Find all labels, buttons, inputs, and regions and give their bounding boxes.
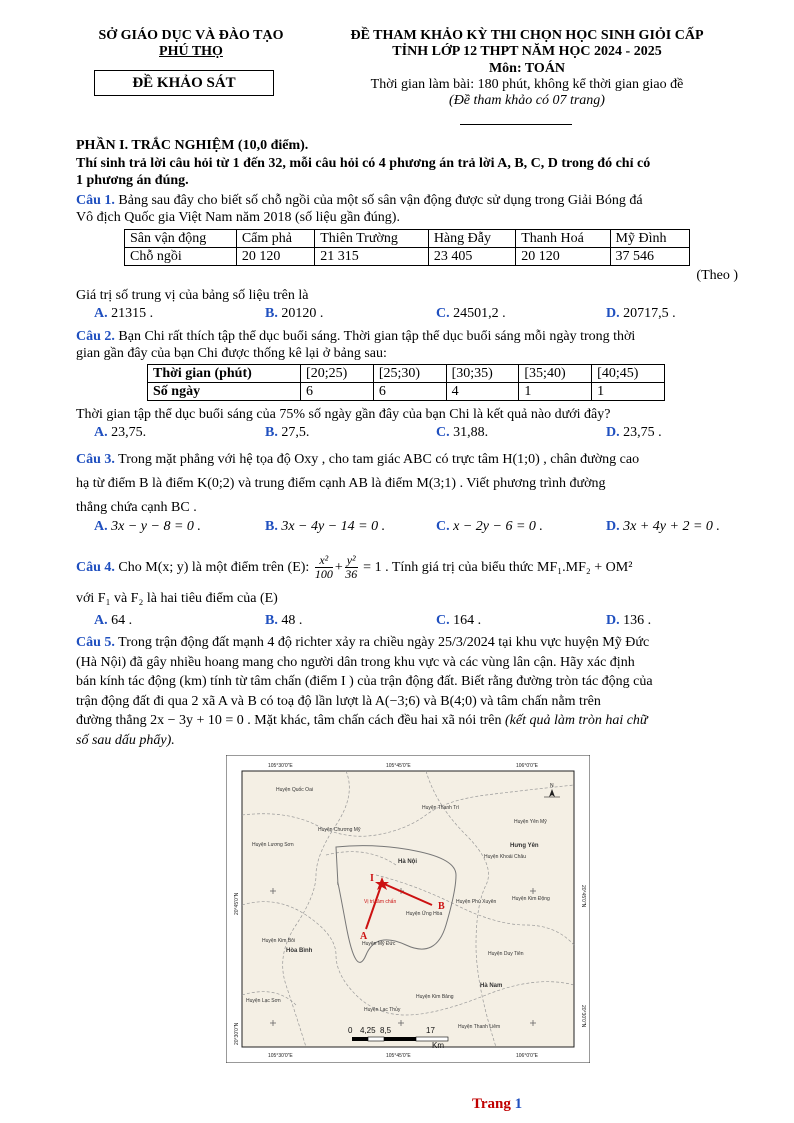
q4-text2: với F₁ và F₂ là hai tiêu điểm của (E) [76, 591, 278, 606]
map-label: Huyện Duy Tiên [488, 951, 524, 957]
point-i-label: I [370, 873, 374, 884]
map-label: Huyện Kim Bôi [262, 938, 296, 944]
option-d[interactable]: D. 20717,5 . [606, 306, 676, 321]
map-label: Huyện Chương Mỹ [318, 827, 361, 833]
q1-table [124, 229, 690, 266]
option-a[interactable]: A. 64 . [94, 613, 133, 628]
map-label: Huyện Yên Mỹ [514, 819, 547, 825]
svg-text:17: 17 [426, 1026, 435, 1035]
map-label: Huyện Mỹ Đức [362, 941, 396, 947]
q1-source: (Theo ) [696, 268, 738, 283]
coord-top-1: 105°30'0"E [268, 763, 293, 769]
q3-label: Câu 3. [76, 452, 115, 467]
table-row: Số ngày 6 6 4 1 1 [148, 383, 665, 401]
point-b-label: B [438, 901, 445, 912]
q4-label: Câu 4. [76, 560, 115, 575]
coord-left-2: 20°30'0"N [234, 1022, 240, 1045]
svg-text:Km: Km [432, 1041, 444, 1050]
map-label: Huyện Kim Bảng [416, 994, 454, 1000]
map-label: Huyện Khoái Châu [484, 854, 526, 860]
table-row: Thời gian (phút) [20;25) [25;30) [30;35) [35;40) [40;45) [148, 365, 665, 383]
map-label: Hòa Bình [286, 948, 313, 954]
option-b[interactable]: B. 27,5. [265, 425, 310, 440]
map-label: Huyện Lương Sơn [252, 842, 294, 848]
coord-top-2: 105°45'0"E [386, 763, 411, 769]
fraction-x: $\frac{\text{x²}}{100}$ [314, 553, 333, 582]
coord-bottom-2: 105°45'0"E [386, 1053, 411, 1059]
map-label: Huyện Lạc Thủy [364, 1007, 401, 1013]
point-a-label: A [360, 931, 368, 942]
option-b[interactable]: B. 3x − 4y − 14 = 0 . [265, 519, 386, 534]
map-label: Huyện Kim Động [512, 896, 550, 902]
option-c[interactable]: C. 24501,2 . [436, 306, 506, 321]
exam-header: ĐỀ THAM KHẢO KỲ THI CHỌN HỌC SINH GIỎI CẤP TỈNH LỚP 12 THPT NĂM HỌC 2024 - 2025 Môn: TOÁN Thời gian làm bài: 180 phút, không kể thời gian giao đề (Đề tham khảo có 07 trang) [350, 28, 704, 108]
map-label: Hà Nội [398, 859, 418, 865]
map-label: Huyện Quốc Oai [276, 787, 313, 793]
option-b[interactable]: B. 20120 . [265, 306, 324, 321]
map-label: Hà Nam [480, 983, 503, 989]
svg-text:0: 0 [348, 1026, 353, 1035]
q2-question: Thời gian tập thể dục buổi sáng của 75% số ngày gần đây của bạn Chi là kết quả nào dưới đây? [76, 407, 611, 422]
q4-text: Câu 4. Cho M(x; y) là một điểm trên (E): $\frac{\text{x²}}{100}$ + $\frac{\text{y²}}{36}$ = 1 . Tính giá trị của biểu thức MF₁.MF₂ + OM² [76, 553, 633, 582]
svg-text:8,5: 8,5 [380, 1026, 392, 1035]
q1-text: Câu 1. Bảng sau đây cho biết số chỗ ngồi của một số sân vận động được sử dụng trong Giải Bóng đá Vô địch Quốc gia Việt Nam năm 2018 (số liệu gần đúng). [76, 193, 643, 225]
fraction-y: $\frac{\text{y²}}{36}$ [345, 553, 358, 582]
option-c[interactable]: C. 164 . [436, 613, 482, 628]
department-name: SỞ GIÁO DỤC VÀ ĐÀO TẠO PHÚ THỌ [98, 28, 284, 59]
option-c[interactable]: C. 31,88. [436, 425, 489, 440]
coord-bottom-3: 106°0'0"E [516, 1053, 538, 1059]
option-b[interactable]: B. 48 . [265, 613, 303, 628]
coord-right-1: 20°45'0"N [580, 885, 586, 908]
header-rule [460, 124, 572, 125]
map-label: Huyện Ứng Hòa [406, 911, 443, 917]
option-a[interactable]: A. 21315 . [94, 306, 154, 321]
table-row: Sân vận động Cẩm phả Thiên Trường Hàng Đẫy Thanh Hoá Mỹ Đình [125, 230, 690, 248]
map-label: Vị trí tâm chấn [364, 899, 397, 905]
map-label: Huyện Thanh Trì [422, 805, 460, 811]
option-d[interactable]: D. 136 . [606, 613, 652, 628]
coord-bottom-1: 105°30'0"E [268, 1053, 293, 1059]
q1-label: Câu 1. [76, 193, 115, 208]
page-number: Trang 1 [472, 1096, 523, 1112]
option-d[interactable]: D. 3x + 4y + 2 = 0 . [606, 519, 720, 534]
coord-right-2: 20°30'0"N [580, 1005, 586, 1028]
q1-question: Giá trị số trung vị của bảng số liệu trên là [76, 288, 309, 303]
map-label: Huyện Lạc Sơn [246, 998, 281, 1004]
svg-text:N: N [550, 783, 554, 789]
option-d[interactable]: D. 23,75 . [606, 425, 662, 440]
svg-text:4,25: 4,25 [360, 1026, 376, 1035]
part1-title: PHẦN I. TRẮC NGHIỆM (10,0 điểm). [76, 138, 309, 153]
map-label: Huyện Thanh Liêm [458, 1024, 501, 1030]
option-c[interactable]: C. x − 2y − 6 = 0 . [436, 519, 543, 534]
survey-box: ĐỀ KHẢO SÁT [94, 70, 274, 96]
option-a[interactable]: A. 23,75. [94, 425, 147, 440]
coord-top-3: 106°0'0"E [516, 763, 538, 769]
table-row: Chỗ ngồi 20 120 21 315 23 405 20 120 37 546 [125, 248, 690, 266]
map-label: Huyện Phú Xuyên [456, 899, 497, 905]
part1-instruction: Thí sinh trả lời câu hỏi từ 1 đến 32, mỗi câu hỏi có 4 phương án trả lời A, B, C, D trong đó chỉ có 1 phương án đúng. [76, 156, 651, 188]
q5-text: Câu 5. Trong trận động đất mạnh 4 độ richter xảy ra chiều ngày 25/3/2024 tại khu vực huyện Mỹ Đức (Hà Nội) đã gây nhiều hoang mang cho người dân trong khu vực và các vùng lân cận. Hãy xác định bán kính tác động (km) tính từ tâm chấn (điểm I ) của trận động đất. Biết rằng đường tròn tác động của trận động đất đi qua 2 xã A và B có toạ độ lần lượt là A(−3;6) và B(4;0) và tâm chấn nằm trên đường thẳng 2x − 3y + 10 = 0 . Mặt khác, tâm chấn cách đều hai xã nói trên (kết quả làm tròn hai chữ số sau dấu phẩy). [76, 635, 653, 748]
q3-text: Câu 3. Trong mặt phẳng với hệ tọa độ Oxy , cho tam giác ABC có trực tâm H(1;0) , chân đường cao hạ từ điểm B là điểm K(0;2) và trung điểm cạnh AB là điểm M(3;1) . Viết phương trình đường thẳng chứa cạnh BC . [76, 452, 640, 515]
q2-table [147, 364, 665, 401]
q2-label: Câu 2. [76, 329, 115, 344]
option-a[interactable]: A. 3x − y − 8 = 0 . [94, 519, 201, 534]
q5-label: Câu 5. [76, 635, 115, 650]
q2-text: Câu 2. Bạn Chi rất thích tập thể dục buổi sáng. Thời gian tập thể dục buổi sáng mỗi ngày trong thời gian gần đây của bạn Chi được thống kê lại ở bảng sau: [76, 329, 636, 361]
earthquake-map [226, 755, 590, 1063]
coord-left-1: 20°45'0"N [234, 892, 240, 915]
map-label: Hưng Yên [510, 843, 539, 849]
